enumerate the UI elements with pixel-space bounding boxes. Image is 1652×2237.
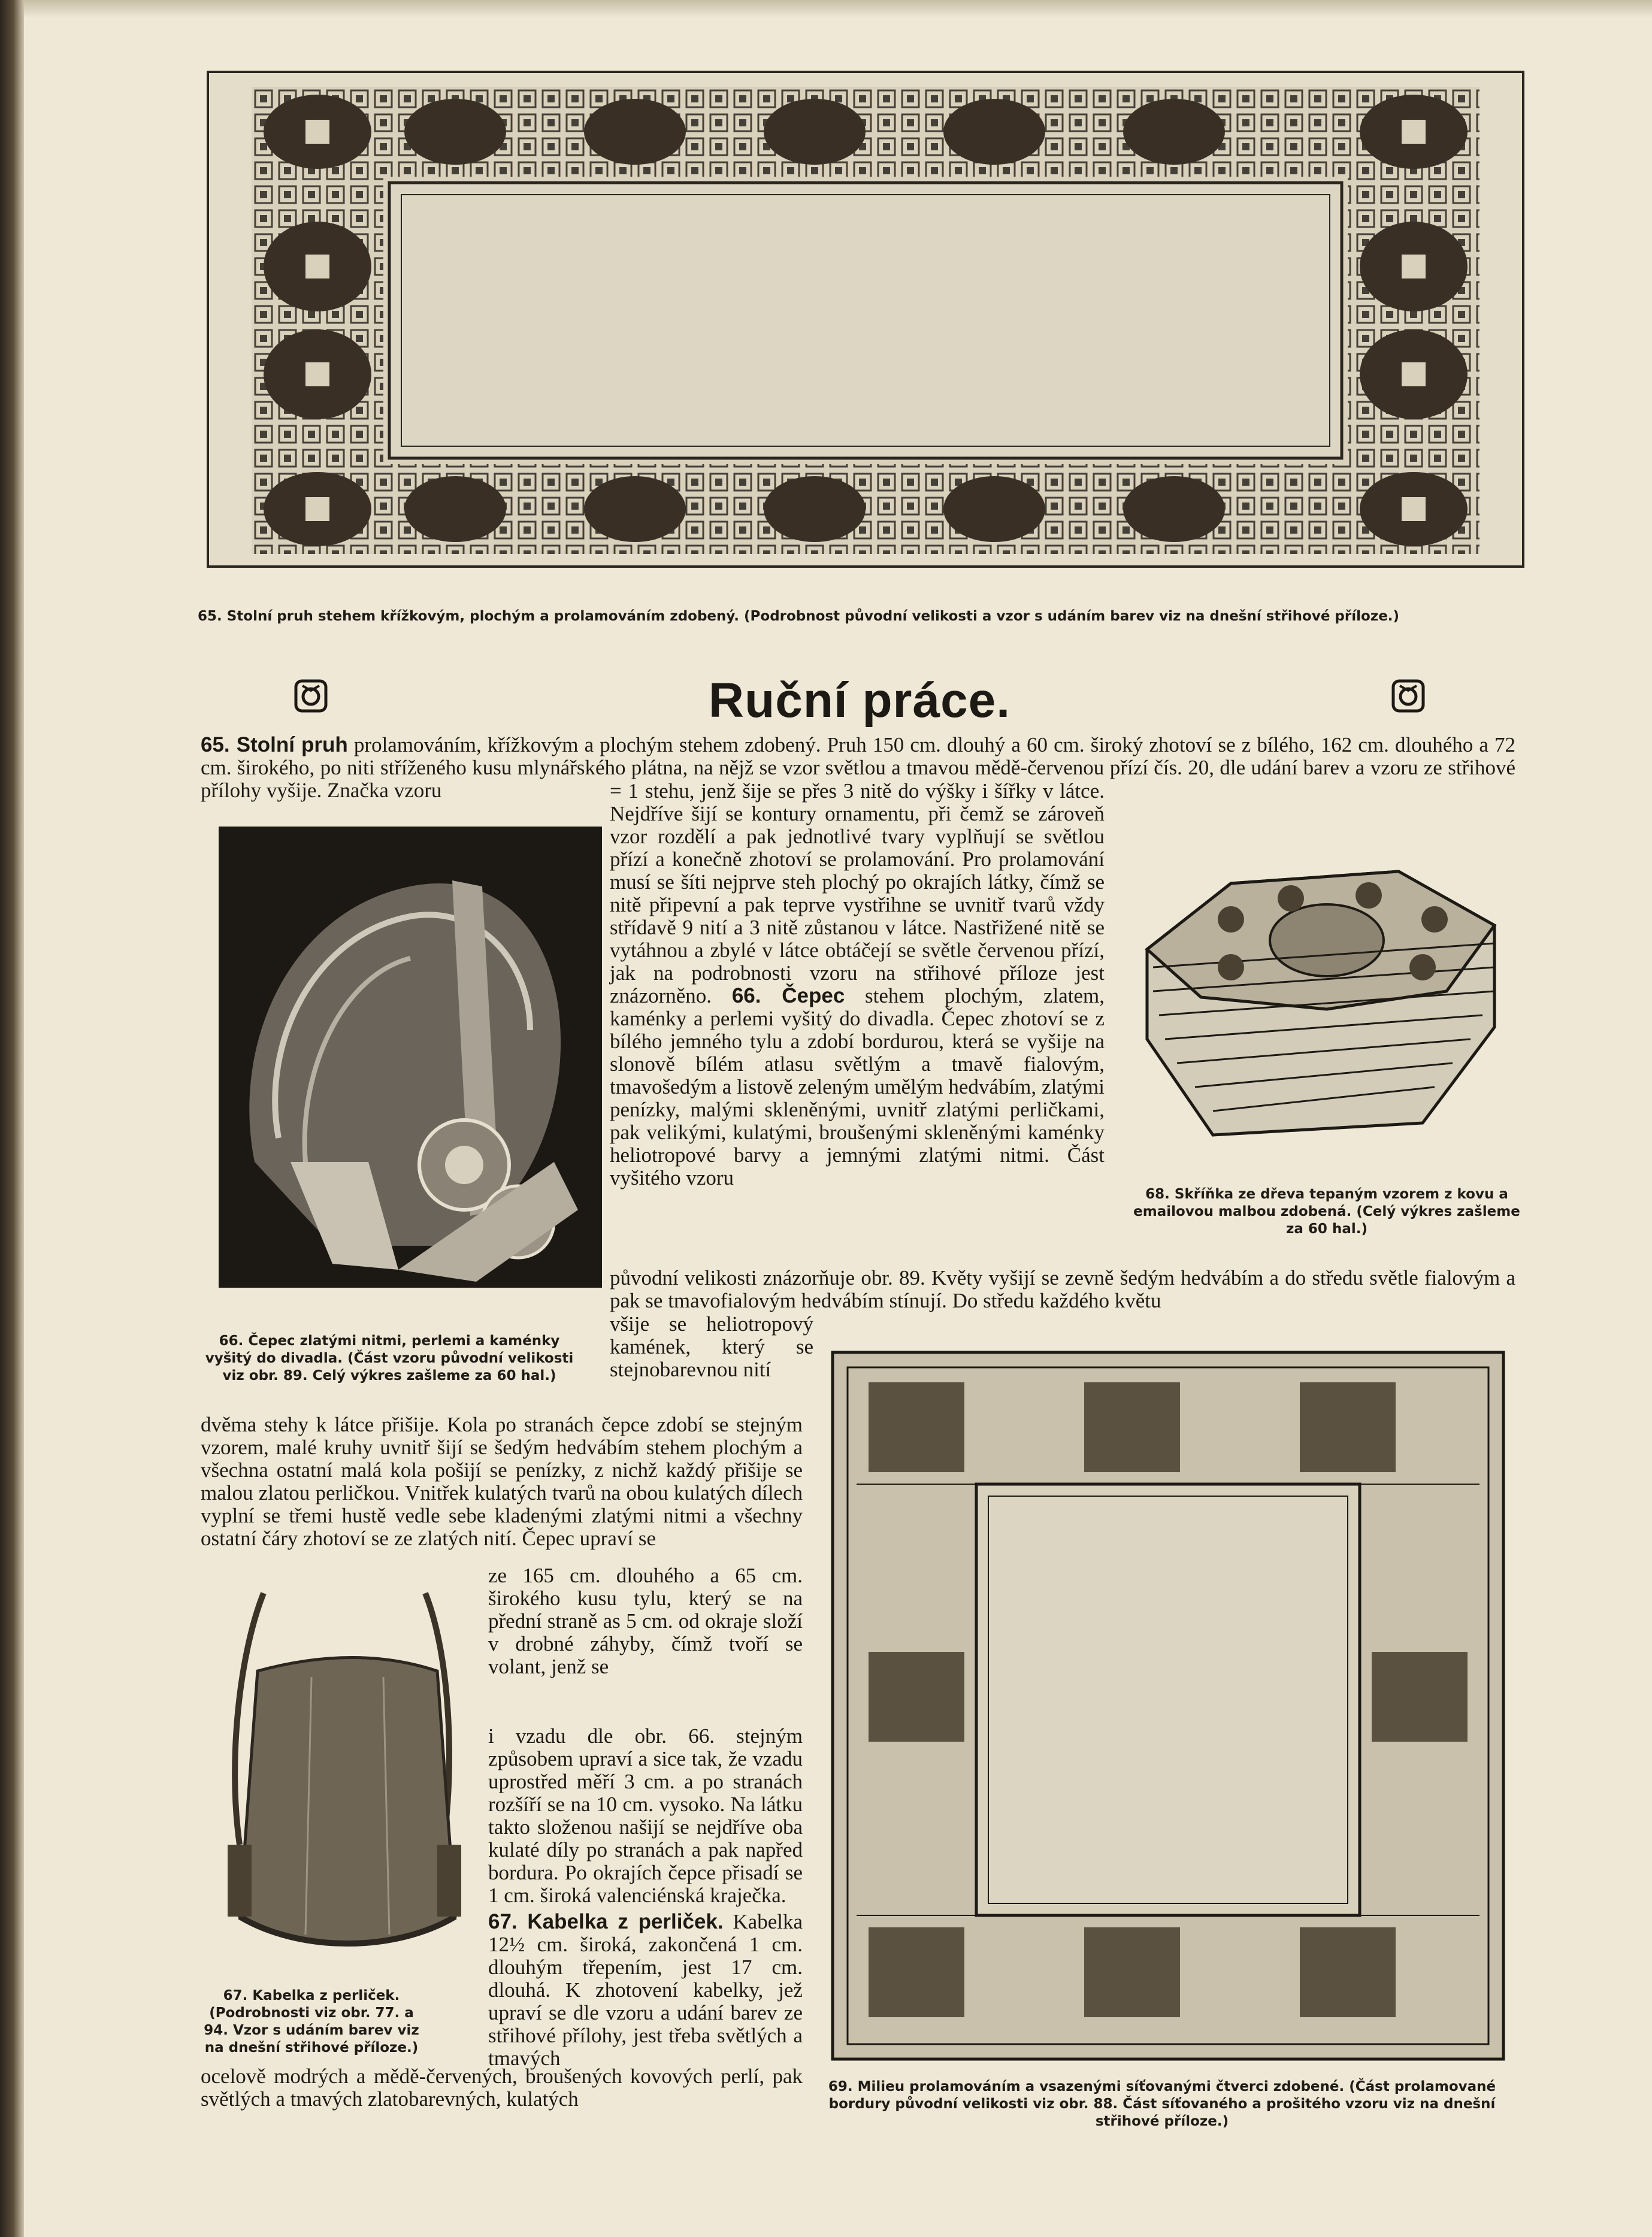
article-paragraph-66-col2: i vzadu dle obr. 66. stejným způsobem upraví a sice tak, že vzadu uprostřed měří 3 cm. a po stranách rozšíří se na 10 cm. vysoko. Na látku takto složenou našijí se nejdříve oba kulaté díly po stranách a pak napřed bordura. Po okrajích čepce přisadí se 1 cm. široká valenciénská kraječka. [488,1724,803,1907]
page-title: Ruční práce. [708,673,1011,728]
article-paragraph-66-narrow: všije se heliotropový kamének, který se stejnobarevnou nití [610,1312,813,1381]
binding-gutter [0,0,24,2237]
table-runner-pattern [252,87,1479,554]
milieu-illustration [821,1340,1515,2071]
item-heading: 66. Čepec [731,984,845,1007]
item-text: Kabelka 12½ cm. široká, zakončená 1 cm. dlouhým třepením, jest 17 cm. dlouhá. K zhotovení kabelky, jež upraví se dle vzoru a udání barev ze střihové přílohy, jest třeba světlých a tmavých [488,1910,803,2070]
article-paragraph-66-full: dvěma stehy k látce přišije. Kola po stranách čepce zdobí se stejným vzorem, malé kruhy uvnitř šijí se šedým hedvábím stehem plochým a všechna ostatní malá kola pošijí se penízky, z nichž každý přišije se malou zlatou perličkou. Vnitřek kulatých tvarů na obou kulatých dílech vyplní se třemi hustě vedle sebe kladenými zlatými nitmi a všechny ostatní čáry zhotoví se ze zlatých nití. Čepec upraví se [201,1413,803,1550]
article-paragraph-65-cont [610,780,1105,1189]
figure-66-caption: 66. Čepec zlatými nitmi, perlemi a kaménky vyšitý do divadla. (Část vzoru původní velikosti viz obr. 89. Celý výkres zašleme za 60 hal.) [205,1333,574,1384]
figure-68-caption: 68. Skříňka ze dřeva tepaným vzorem z kovu a emailovou malbou zdobená. (Celý výkres zašleme za 60 hal.) [1133,1186,1520,1237]
figure-69-caption: 69. Milieu prolamováním a vsazenými síťovanými čtverci zdobené. (Část prolamované bordury původní velikosti viz obr. 88. Část síťovaného a prošitého vzoru viz na dnešní střihové příloze.) [828,2079,1496,2129]
item-text: stehem plochým, zlatem, kaménky a perlemi vyšitý do divadla. Čepec zhotoví se z bílého jemného tylu a zdobí bordurou, která se vyšije na slonově bílém atlasu světlým a tmavě fialovým, tmavošedým a listově zeleným umělým hedvábím, zlatými penízky, malými skleněnými, uvnitř zlatými perličkami, pak velikými, kulatými, broušenými skleněnými kaménky heliotropové barvy a jemnými zlatými nitmi. Část vyšitého vzoru [610,984,1105,1189]
bonnet-illustration [219,827,602,1288]
article-paragraph-67-bottom: ocelově modrých a mědě-červených, broušených kovových perlí, pak světlých a tmavých zlatobarevných, kulatých [201,2065,803,2111]
section-header [294,668,1426,734]
article-paragraph-66-col1: ze 165 cm. dlouhého a 65 cm. širokého kusu tylu, který se na přední straně as 5 cm. od okraje složí v drobné záhyby, čímž tvoří se volant, jenž se [488,1564,803,1678]
article-paragraph-66-wide: původní velikosti znázorňuje obr. 89. Květy vyšijí se zevně šedým hedvábím a do středu světle fialovým a pak se tmavofialovým hedvábím stínují. Do středu každého květu [610,1266,1515,1312]
page-top-shade [24,0,1652,18]
item-heading: 67. Kabelka z perliček. [488,1910,724,1933]
item-text: prolamováním, křížkovým a plochým stehem zdobený. Pruh 150 cm. dlouhý a 60 cm. široký zhotoví se z bílého, 162 cm. dlouhého a 72 cm. širokého, po niti stříženého kusu mlynářského plátna, na nějž se vzor světlou a tmavou mědě-červenou přízí čís. 20, dle udání barev a vzoru ze střihové přílohy vyšije. Značka vzoru [201,733,1515,802]
item-heading: 65. Stolní pruh [201,733,348,756]
figure-65-caption: 65. Stolní pruh stehem křížkovým, plochým a prolamováním zdobený. (Podrobnost původní velikosti a vzor s udáním barev viz na dnešní střihové příloze.) [198,609,1400,624]
beaded-bag-illustration [204,1581,485,1976]
handwork-ornament-icon [1391,679,1426,713]
article-paragraph-67 [488,1911,803,2070]
item-text: = 1 stehu, jenž šije se přes 3 nitě do výšky i šířky v látce. Nejdříve šijí se kontury ornamentu, při čemž se zároveň vzor rozdělí a pak jednotlivé tvary vyplňují se světlou přízí a konečně zhotoví se prolamování. Pro prolamování musí se šíti nejprve steh plochý po okrajích látky, čímž se nitě připevní a pak teprve vystřihne se uvnitř tvarů vždy střídavě 9 nití a 3 nitě zůstanou v látce. Nastřižené nitě se vytáhnou a zbylé v látce obtáčejí se světle červenou přízí, jak na podrobnosti vzoru na střihové příloze jest znázorněno. [610,779,1105,1007]
octagonal-box-illustration [1111,812,1530,1183]
figure-67-caption: 67. Kabelka z perliček. (Podrobnosti viz obr. 77. a 94. Vzor s udáním barev viz na dnešní střihové příloze.) [204,1988,419,2056]
